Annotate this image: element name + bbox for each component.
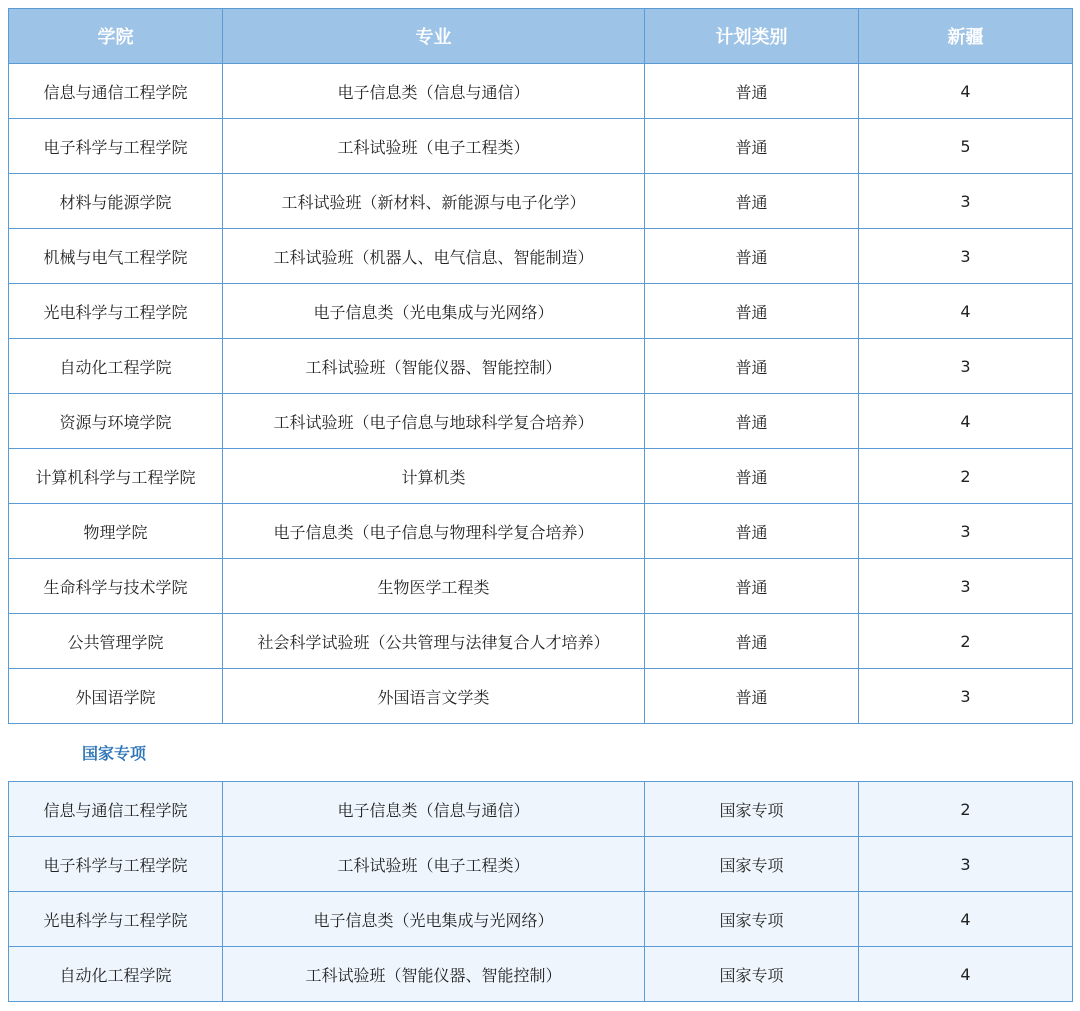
- cell-plan-type: 普通: [645, 174, 859, 229]
- cell-major: 生物医学工程类: [223, 559, 645, 614]
- table-row: [9, 504, 1073, 559]
- table-row: [9, 782, 1073, 837]
- cell-college: 材料与能源学院: [9, 174, 223, 229]
- cell-college: 物理学院: [9, 504, 223, 559]
- table-row: [9, 892, 1073, 947]
- cell-plan-type: 国家专项: [645, 782, 859, 837]
- cell-plan-type: 普通: [645, 64, 859, 119]
- cell-major: 工科试验班（新材料、新能源与电子化学）: [223, 174, 645, 229]
- table-row: [9, 229, 1073, 284]
- header-college: 学院: [9, 9, 223, 64]
- cell-quota: 3: [859, 669, 1073, 724]
- cell-major: 工科试验班（电子信息与地球科学复合培养）: [223, 394, 645, 449]
- cell-plan-type: 普通: [645, 394, 859, 449]
- cell-major: 电子信息类（光电集成与光网络）: [223, 892, 645, 947]
- table-body: [9, 64, 1073, 724]
- cell-major: 工科试验班（机器人、电气信息、智能制造）: [223, 229, 645, 284]
- cell-major: 工科试验班（电子工程类）: [223, 837, 645, 892]
- cell-plan-type: 普通: [645, 559, 859, 614]
- cell-plan-type: 国家专项: [645, 892, 859, 947]
- national-special-table: [8, 781, 1073, 1002]
- cell-quota: 2: [859, 782, 1073, 837]
- table-row: [9, 339, 1073, 394]
- cell-quota: 4: [859, 64, 1073, 119]
- cell-college: 自动化工程学院: [9, 947, 223, 1002]
- table-row: [9, 614, 1073, 669]
- section-title-national-special: 国家专项: [82, 744, 147, 763]
- cell-quota: 4: [859, 892, 1073, 947]
- cell-major: 电子信息类（电子信息与物理科学复合培养）: [223, 504, 645, 559]
- cell-quota: 4: [859, 947, 1073, 1002]
- cell-college: 外国语学院: [9, 669, 223, 724]
- table-row: [9, 174, 1073, 229]
- cell-college: 计算机科学与工程学院: [9, 449, 223, 504]
- cell-quota: 3: [859, 174, 1073, 229]
- table-row: [9, 449, 1073, 504]
- cell-college: 信息与通信工程学院: [9, 782, 223, 837]
- cell-plan-type: 普通: [645, 504, 859, 559]
- header-major: 专业: [223, 9, 645, 64]
- table-row: [9, 947, 1073, 1002]
- special-table-body: [9, 782, 1073, 1002]
- cell-plan-type: 国家专项: [645, 947, 859, 1002]
- cell-plan-type: 普通: [645, 449, 859, 504]
- cell-college: 自动化工程学院: [9, 339, 223, 394]
- table-row: [9, 394, 1073, 449]
- cell-quota: 3: [859, 229, 1073, 284]
- cell-college: 光电科学与工程学院: [9, 892, 223, 947]
- cell-college: 电子科学与工程学院: [9, 837, 223, 892]
- table-header: [9, 9, 1073, 64]
- cell-major: 电子信息类（信息与通信）: [223, 64, 645, 119]
- cell-plan-type: 普通: [645, 339, 859, 394]
- header-row: [9, 9, 1073, 64]
- cell-major: 工科试验班（电子工程类）: [223, 119, 645, 174]
- cell-quota: 4: [859, 394, 1073, 449]
- header-plan-type: 计划类别: [645, 9, 859, 64]
- table-row: [9, 837, 1073, 892]
- header-xinjiang: 新疆: [859, 9, 1073, 64]
- cell-college: 生命科学与技术学院: [9, 559, 223, 614]
- table-row: [9, 64, 1073, 119]
- cell-college: 公共管理学院: [9, 614, 223, 669]
- cell-quota: 2: [859, 449, 1073, 504]
- cell-quota: 2: [859, 614, 1073, 669]
- cell-quota: 3: [859, 339, 1073, 394]
- cell-plan-type: 普通: [645, 614, 859, 669]
- table-row: [9, 559, 1073, 614]
- cell-plan-type: 普通: [645, 119, 859, 174]
- cell-major: 电子信息类（信息与通信）: [223, 782, 645, 837]
- cell-major: 工科试验班（智能仪器、智能控制）: [223, 339, 645, 394]
- cell-major: 工科试验班（智能仪器、智能控制）: [223, 947, 645, 1002]
- cell-plan-type: 普通: [645, 229, 859, 284]
- cell-plan-type: 国家专项: [645, 837, 859, 892]
- cell-college: 信息与通信工程学院: [9, 64, 223, 119]
- cell-plan-type: 普通: [645, 284, 859, 339]
- cell-major: 电子信息类（光电集成与光网络）: [223, 284, 645, 339]
- table-row: [9, 669, 1073, 724]
- cell-college: 资源与环境学院: [9, 394, 223, 449]
- table-row: [9, 284, 1073, 339]
- admission-plan-table: [8, 8, 1073, 724]
- cell-quota: 3: [859, 559, 1073, 614]
- cell-quota: 3: [859, 837, 1073, 892]
- cell-college: 电子科学与工程学院: [9, 119, 223, 174]
- cell-major: 外国语言文学类: [223, 669, 645, 724]
- cell-quota: 5: [859, 119, 1073, 174]
- cell-college: 光电科学与工程学院: [9, 284, 223, 339]
- cell-plan-type: 普通: [645, 669, 859, 724]
- cell-quota: 4: [859, 284, 1073, 339]
- cell-college: 机械与电气工程学院: [9, 229, 223, 284]
- table-row: [9, 119, 1073, 174]
- cell-major: 计算机类: [223, 449, 645, 504]
- cell-quota: 3: [859, 504, 1073, 559]
- cell-major: 社会科学试验班（公共管理与法律复合人才培养）: [223, 614, 645, 669]
